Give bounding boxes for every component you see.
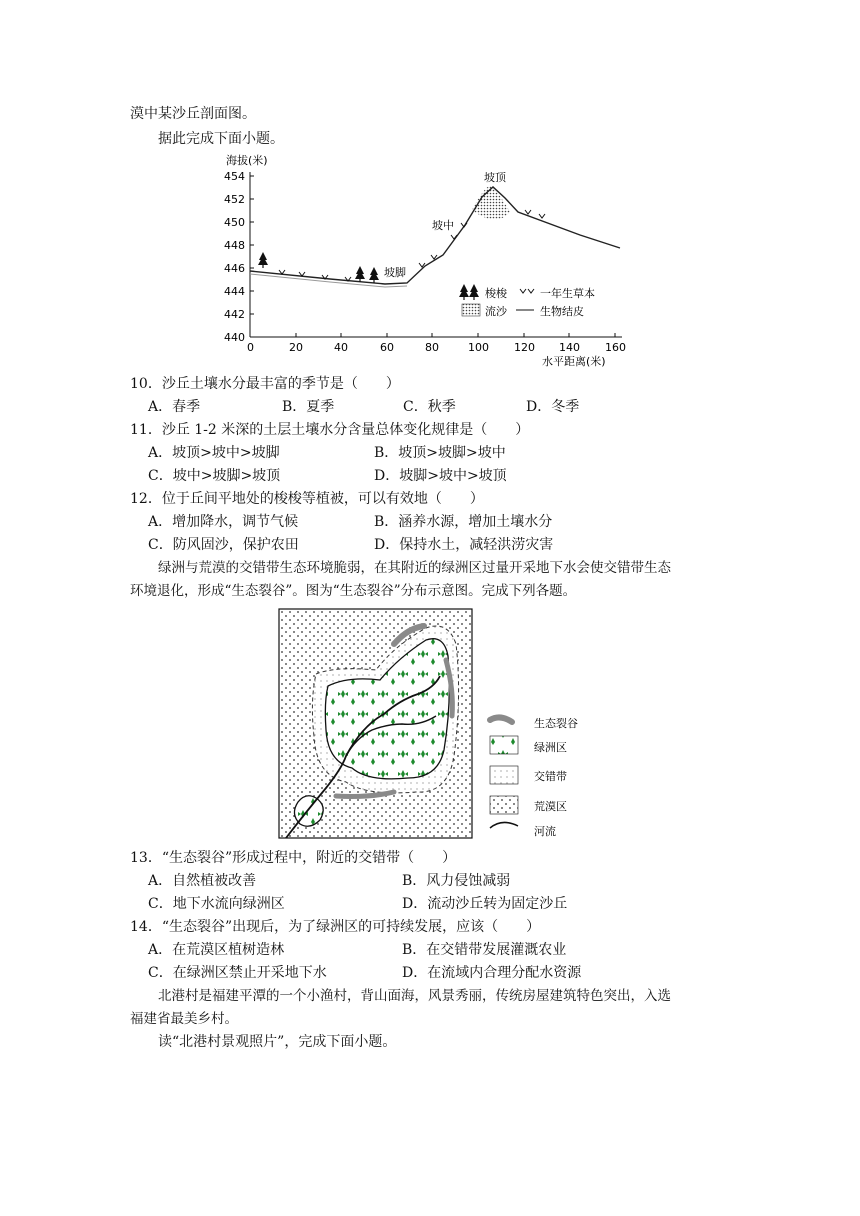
q13-stem: 13．“生态裂谷”形成过程中，附近的交错带（ ） [130,850,457,866]
q13-option-b[interactable]: B．风力侵蚀减弱 [402,873,511,889]
legend-valley-swatch [490,717,512,722]
q13-option-c[interactable]: C．地下水流向绿洲区 [148,896,285,912]
q14-option-b[interactable]: B．在交错带发展灌溉农业 [402,942,567,958]
x-ticks [247,333,626,354]
x-tick-120: 120 [514,341,535,354]
y-tick-452: 452 [224,193,245,206]
legend-river-swatch [490,822,518,828]
legend-sand-label: 流沙 [485,305,507,318]
legend-oasis-swatch [490,736,518,754]
q11-option-b[interactable]: B．坡顶>坡脚>坡中 [374,445,506,461]
q12-option-b[interactable]: B．涵养水源，增加土壤水分 [374,514,553,530]
passage2-line-1: 绿洲与荒漠的交错带生态环境脆弱，在其附近的绿洲区过量开采地下水会使交错带生态 [158,560,671,576]
legend-tree-icon [459,284,469,300]
q14-stem: 14．“生态裂谷”出现后，为了绿洲区的可持续发展，应该（ ） [130,919,541,935]
x-tick-0: 0 [247,341,254,354]
legend-tree-icon [469,284,479,300]
grass-icon [525,210,531,214]
legend-ecotone-swatch [490,766,518,784]
legend-grass-icon [520,289,526,293]
legend-tree-label: 梭梭 [485,287,507,300]
x-axis-label: 水平距离(米) [542,355,606,368]
grass-icon [539,214,545,218]
legend-river-label: 河流 [534,825,556,838]
tree-icon [355,266,365,282]
y-tick-444: 444 [224,285,245,298]
label-mid: 坡中 [432,219,454,232]
tree-icon [258,252,268,268]
grass-icon [461,223,467,227]
y-tick-448: 448 [224,239,245,252]
q10-option-c[interactable]: C．秋季 [403,399,456,415]
q13-option-d[interactable]: D．流动沙丘转为固定沙丘 [402,896,568,912]
legend-ecotone-label: 交错带 [534,770,567,783]
x-tick-80: 80 [425,341,439,354]
dune-top-sand [472,186,510,220]
q11-option-c[interactable]: C．坡中>坡脚>坡顶 [148,468,281,484]
passage3-line-3: 读“北港村景观照片”，完成下面小题。 [158,1034,397,1050]
q12-option-c[interactable]: C．防风固沙，保护农田 [148,537,299,553]
x-tick-40: 40 [334,341,348,354]
intro-line-1: 漠中某沙丘剖面图。 [130,106,256,122]
grass-icon [451,235,457,239]
y-axis-label: 海拔(米) [226,154,268,167]
x-tick-160: 160 [605,341,626,354]
q12-option-a[interactable]: A．增加降水，调节气候 [148,514,299,530]
q11-option-d[interactable]: D．坡脚>坡中>坡顶 [374,468,507,484]
legend-desert-label: 荒漠区 [534,800,567,813]
intro-line-2: 据此完成下面小题。 [158,131,284,147]
q10-option-b[interactable]: B．夏季 [282,399,335,415]
y-tick-446: 446 [224,262,245,275]
passage2-line-2: 环境退化，形成“生态裂谷”。图为“生态裂谷”分布示意图。完成下列各题。 [130,583,577,599]
q11-stem: 11．沙丘 1-2 米深的土层土壤水分含量总体变化规律是（ ） [130,422,530,438]
legend-crust-label: 生物结皮 [540,305,584,318]
q14-option-a[interactable]: A．在荒漠区植树造林 [148,942,285,958]
legend-oasis-label: 绿洲区 [534,741,567,754]
label-foot: 坡脚 [384,266,406,279]
q12-option-d[interactable]: D．保持水土，减轻洪涝灾害 [374,537,554,553]
q10-option-a[interactable]: A．春季 [148,399,201,415]
y-tick-450: 450 [224,216,245,229]
q14-option-d[interactable]: D．在流域内合理分配水资源 [402,965,582,981]
legend-valley-label: 生态裂谷 [534,717,578,730]
x-tick-100: 100 [468,341,489,354]
dune-profile-chart [210,150,640,370]
y-tick-454: 454 [224,170,245,183]
q11-option-a[interactable]: A．坡顶>坡中>坡脚 [148,445,280,461]
dune-profile-line [250,187,620,284]
q14-option-c[interactable]: C．在绿洲区禁止开采地下水 [148,965,327,981]
map-legend [490,716,578,838]
x-tick-20: 20 [289,341,303,354]
passage3-line-2: 福建省最美乡村。 [130,1011,238,1027]
legend-grass-label: 一年生草本 [540,287,595,300]
y-tick-440: 440 [224,331,245,344]
q10-option-d[interactable]: D．冬季 [526,399,580,415]
legend-desert-swatch [490,796,518,814]
passage3-line-1: 北港村是福建平潭的一个小渔村，背山面海，风景秀丽，传统房屋建筑特色突出，入选 [158,988,671,1004]
legend-sand-swatch [462,304,480,316]
q13-option-a[interactable]: A．自然植被改善 [148,873,257,889]
ecological-valley-map [276,606,596,842]
y-tick-442: 442 [224,308,245,321]
legend-grass-icon [528,289,534,293]
x-tick-60: 60 [380,341,394,354]
q12-stem: 12．位于丘间平地处的梭梭等植被，可以有效地（ ） [130,491,484,507]
q10-stem: 10．沙丘土壤水分最丰富的季节是（ ） [130,376,400,392]
x-tick-140: 140 [559,341,580,354]
profile-legend [459,284,595,318]
label-top: 坡顶 [484,171,506,184]
tree-icon [369,267,379,283]
